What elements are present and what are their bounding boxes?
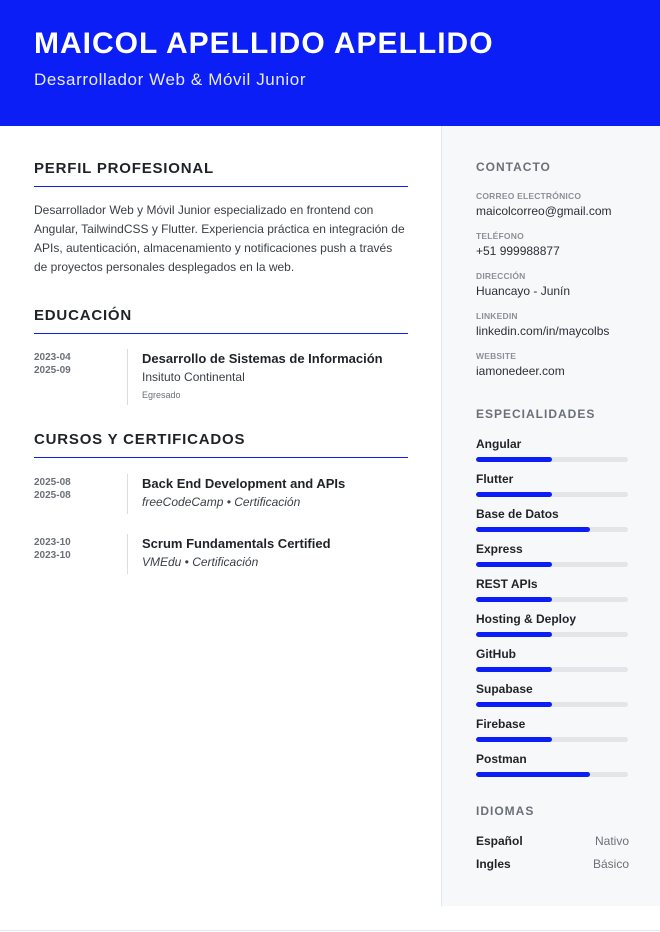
skill-bar-track: [476, 667, 628, 672]
skill-item: [476, 682, 628, 707]
skill-item: [476, 647, 628, 672]
skill-bar-fill: [476, 492, 552, 497]
sidebar: [441, 126, 660, 906]
courses-section: [34, 431, 408, 458]
skill-name: Angular: [476, 437, 522, 451]
contact-label: WEBSITE: [476, 351, 517, 361]
contact-website: [476, 351, 646, 378]
skill-item: [476, 612, 628, 637]
skill-bar-track: [476, 457, 628, 462]
contact-email: [476, 191, 646, 218]
skill-name: Base de Datos: [476, 507, 559, 521]
language-level: Básico: [592, 857, 629, 871]
contact-label: DIRECCIÓN: [476, 271, 526, 281]
skill-item: [476, 507, 628, 532]
skill-bar-fill: [476, 772, 590, 777]
skill-bar-fill: [476, 702, 552, 707]
timeline-divider: [127, 474, 128, 514]
education-section: [34, 307, 408, 334]
profile-heading: PERFIL PROFESIONAL: [34, 160, 408, 187]
contact-label: CORREO ELECTRÓNICO: [476, 191, 582, 201]
course-provider: freeCodeCamp • Certificación: [142, 495, 301, 509]
skill-bar-track: [476, 492, 628, 497]
skill-name: Supabase: [476, 682, 533, 696]
education-institution: Insituto Continental: [142, 370, 245, 384]
education-end-date: 2025-09: [34, 365, 71, 376]
courses-heading: CURSOS Y CERTIFICADOS: [34, 431, 408, 458]
contact-heading: CONTACTO: [476, 160, 551, 174]
languages-heading: IDIOMAS: [476, 804, 535, 818]
course-dates: [34, 536, 114, 562]
course-provider: VMEdu • Certificación: [142, 555, 259, 569]
skill-bar-fill: [476, 632, 552, 637]
course-name: Back End Development and APIs: [142, 476, 346, 491]
language-item: [476, 857, 629, 871]
language-level: Nativo: [594, 834, 629, 848]
profile-text: Desarrollador Web y Móvil Junior especializado en frontend con Angular, TailwindCSS y Flutter. Experiencia práctica en integración de APIs, autenticación, almacenamiento y notificaciones push a través de proyectos personales desplegados en la web.: [34, 203, 405, 274]
timeline-divider: [127, 534, 128, 574]
skill-bar-fill: [476, 597, 552, 602]
language-name: Español: [476, 834, 523, 848]
skill-bar-fill: [476, 667, 552, 672]
skills-heading: ESPECIALIDADES: [476, 407, 596, 421]
page-bottom-divider: [0, 930, 660, 931]
course-end-date: 2025-08: [34, 490, 71, 501]
contact-value: maicolcorreo@gmail.com: [476, 204, 612, 218]
skill-name: Flutter: [476, 472, 514, 486]
contact-label: TELÉFONO: [476, 231, 524, 241]
course-dates: [34, 476, 114, 502]
contact-phone: [476, 231, 646, 258]
contact-value: +51 999988877: [476, 244, 560, 258]
contact-value: linkedin.com/in/maycolbs: [476, 324, 610, 338]
skill-bar-fill: [476, 562, 552, 567]
skill-name: Firebase: [476, 717, 526, 731]
course-start-date: 2025-08: [34, 477, 71, 488]
skill-item: [476, 752, 628, 777]
skill-bar-track: [476, 737, 628, 742]
skill-name: Hosting & Deploy: [476, 612, 577, 626]
skill-item: [476, 717, 628, 742]
timeline-divider: [127, 349, 128, 405]
skill-name: Express: [476, 542, 523, 556]
contact-label: LINKEDIN: [476, 311, 518, 321]
course-end-date: 2023-10: [34, 550, 71, 561]
skill-bar-fill: [476, 737, 552, 742]
contact-value: Huancayo - Junín: [476, 284, 571, 298]
course-start-date: 2023-10: [34, 537, 71, 548]
skill-item: [476, 472, 628, 497]
skill-name: REST APIs: [476, 577, 538, 591]
skill-item: [476, 577, 628, 602]
candidate-name: MAICOL APELLIDO APELLIDO: [34, 27, 494, 60]
contact-address: [476, 271, 646, 298]
language-name: Ingles: [476, 857, 511, 871]
skill-item: [476, 542, 628, 567]
education-start-date: 2023-04: [34, 352, 71, 363]
language-item: [476, 834, 629, 848]
profile-section: [34, 160, 408, 277]
skill-bar-track: [476, 597, 628, 602]
education-heading: EDUCACIÓN: [34, 307, 408, 334]
resume-header: [0, 0, 660, 126]
contact-linkedin: [476, 311, 646, 338]
skill-bar-track: [476, 702, 628, 707]
candidate-role: Desarrollador Web & Móvil Junior: [34, 70, 307, 89]
skill-bar-fill: [476, 527, 590, 532]
skill-name: Postman: [476, 752, 527, 766]
skill-item: [476, 437, 628, 462]
skill-bar-track: [476, 632, 628, 637]
course-name: Scrum Fundamentals Certified: [142, 536, 331, 551]
skill-name: GitHub: [476, 647, 516, 661]
skill-bar-fill: [476, 457, 552, 462]
skill-bar-track: [476, 562, 628, 567]
education-degree: Desarrollo de Sistemas de Información: [142, 351, 383, 366]
education-status: Egresado: [142, 390, 181, 400]
education-dates: [34, 351, 114, 377]
skill-bar-track: [476, 527, 628, 532]
contact-value: iamonedeer.com: [476, 364, 565, 378]
skill-bar-track: [476, 772, 628, 777]
